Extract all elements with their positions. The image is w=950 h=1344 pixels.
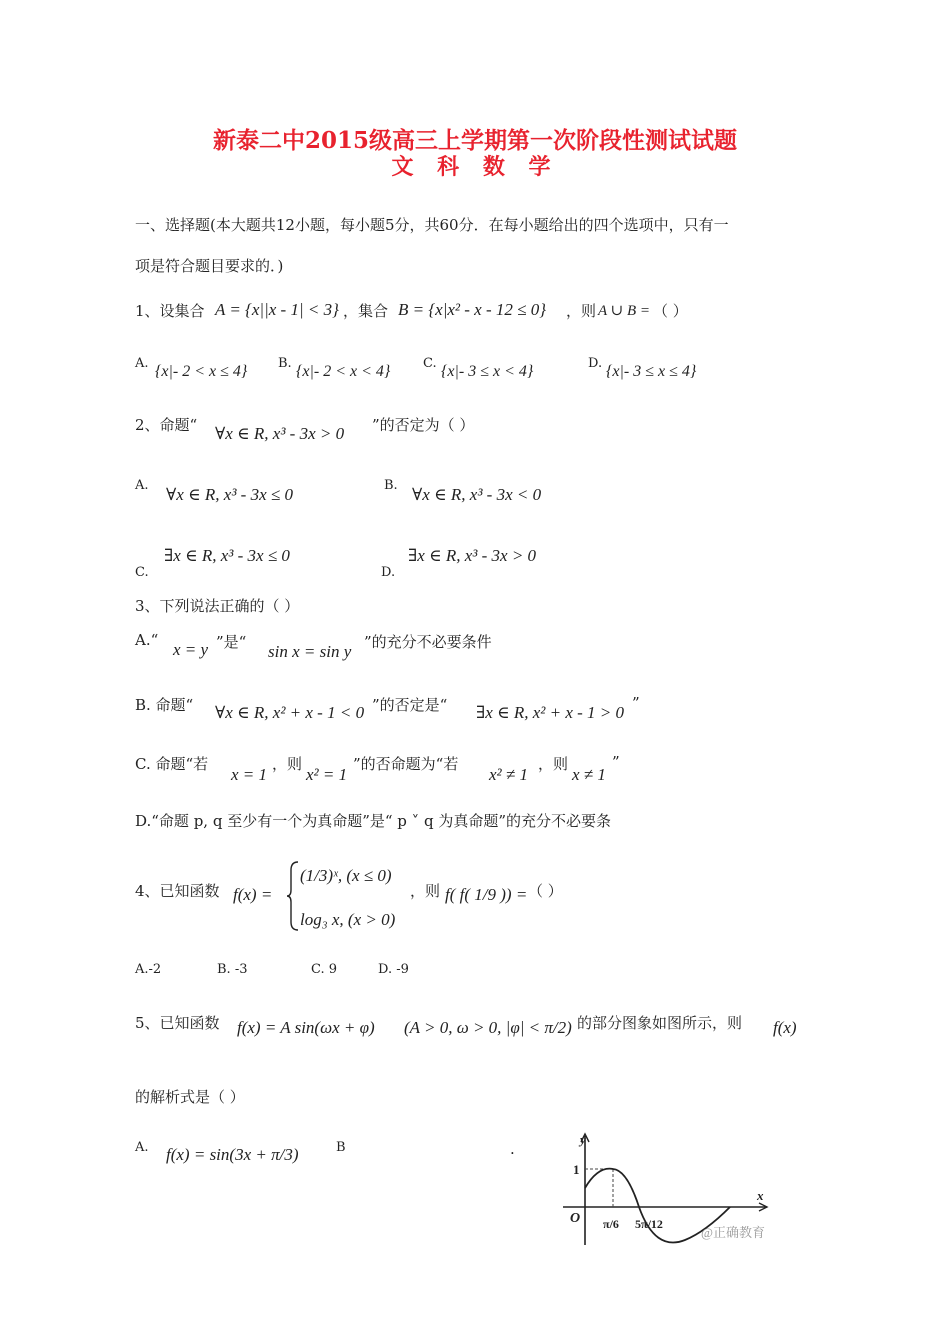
q3-c-expr3: x² ≠ 1 bbox=[489, 765, 528, 784]
graph-one-label: 1 bbox=[573, 1162, 580, 1177]
q2-expr: ∀x ∈ R, x³ - 3x > 0 bbox=[215, 424, 345, 443]
q3-option-d: D.“命题 p, q 至少有一个为真命题”是“ p ˅ q 为真命题”的充分不必要条 bbox=[135, 812, 611, 830]
q1-option-d: {x|- 3 ≤ x ≤ 4} bbox=[606, 363, 697, 380]
q3-a-expr1: x = y bbox=[173, 640, 209, 659]
section-intro-line2: 项是符合题目要求的．) bbox=[135, 257, 284, 275]
q3-b-expr2: ∃x ∈ R, x² + x - 1 > 0 bbox=[476, 703, 625, 722]
q4-case1: (1/3)ˣ, (x ≤ 0) bbox=[300, 866, 392, 885]
q3-a-tail: ”的充分不必要条件 bbox=[364, 633, 492, 651]
graph-origin-label: O bbox=[570, 1211, 581, 1226]
q5-prefix: 5、已知函数 bbox=[135, 1014, 220, 1032]
section-intro-line1: 一、选择题(本大题共12小题，每小题5分，共60分．在每小题给出的四个选项中，只有一 bbox=[135, 216, 729, 234]
q2-prefix: 2、命题“ bbox=[135, 416, 198, 434]
q1-union: A ∪ B = bbox=[598, 303, 650, 319]
q3-a-prefix: A.“ bbox=[135, 631, 159, 649]
graph-tick-pi6: π/6 bbox=[603, 1217, 619, 1231]
graph-y-label: y bbox=[580, 1132, 586, 1147]
q3-b-mid: ”的否定是“ bbox=[372, 696, 448, 714]
q3-stem: 3、下列说法正确的（ ） bbox=[135, 597, 300, 615]
q4-case2: log₃ x, (x > 0) bbox=[300, 910, 396, 929]
q2-option-c-label: C. bbox=[135, 565, 149, 580]
q3-a-expr2: sin x = sin y bbox=[268, 642, 352, 661]
q3-c-mid1: ，则 bbox=[272, 755, 303, 773]
q5-option-a: f(x) = sin(3x + π/3) bbox=[166, 1145, 299, 1164]
q1-option-b-label: B. bbox=[278, 356, 292, 371]
q1-mid: ，集合 bbox=[343, 302, 389, 320]
q2-option-a: ∀x ∈ R, x³ - 3x ≤ 0 bbox=[166, 485, 293, 504]
q4-paren: （ ） bbox=[528, 882, 563, 900]
graph-tick-5pi12: 5π/12 bbox=[635, 1217, 663, 1231]
q3-c-mid2: ”的否命题为“若 bbox=[353, 755, 459, 773]
q2-option-d: ∃x ∈ R, x³ - 3x > 0 bbox=[408, 546, 537, 565]
q4-brace bbox=[286, 860, 300, 932]
q4-option-a: A.-2 bbox=[135, 962, 162, 977]
q3-c-prefix: C. 命题“若 bbox=[135, 755, 209, 773]
q3-c-tail: ” bbox=[612, 753, 620, 771]
q1-set-a: A = {x||x - 1| < 3} bbox=[215, 300, 339, 319]
q2-option-d-label: D. bbox=[381, 565, 396, 580]
q1-tail: ，则 bbox=[566, 302, 597, 320]
q5-sine-graph bbox=[555, 1130, 785, 1250]
q1-set-b: B = {x|x² - x - 12 ≤ 0} bbox=[398, 300, 547, 319]
q5-line2: 的解析式是（ ） bbox=[135, 1088, 245, 1106]
q3-c-expr2: x² = 1 bbox=[306, 765, 348, 784]
q4-tail: ，则 bbox=[410, 882, 441, 900]
q3-b-expr1: ∀x ∈ R, x² + x - 1 < 0 bbox=[215, 703, 365, 722]
q2-option-a-label: A. bbox=[135, 478, 149, 493]
q5-tail: 的部分图象如图所示，则 bbox=[577, 1014, 743, 1032]
q4-prefix: 4、已知函数 bbox=[135, 882, 220, 900]
q1-option-a: {x|- 2 < x ≤ 4} bbox=[155, 363, 248, 380]
q5-option-b-label: B bbox=[336, 1140, 346, 1155]
q1-prefix: 1、设集合 bbox=[135, 302, 205, 320]
q1-option-c-label: C. bbox=[423, 356, 437, 371]
q3-c-expr1: x = 1 bbox=[231, 765, 268, 784]
q1-option-a-label: A. bbox=[135, 356, 149, 371]
page-subtitle: 文 科 数 学 bbox=[391, 154, 559, 180]
page-title: 新泰二中2015级高三上学期第一次阶段性测试试题 bbox=[212, 127, 737, 154]
q5-dot: . bbox=[510, 1140, 515, 1158]
q5-condition: (A > 0, ω > 0, |φ| < π/2) bbox=[404, 1018, 572, 1037]
q1-option-d-label: D. bbox=[588, 356, 603, 371]
q2-tail: ”的否定为（ ） bbox=[372, 416, 475, 434]
q2-option-c: ∃x ∈ R, x³ - 3x ≤ 0 bbox=[164, 546, 290, 565]
q1-option-b: {x|- 2 < x < 4} bbox=[296, 363, 391, 380]
q4-fx: f(x) = bbox=[233, 885, 273, 904]
q5-option-a-label: A. bbox=[135, 1140, 149, 1155]
q4-option-c: C. 9 bbox=[311, 962, 338, 977]
q5-fx: f(x) bbox=[773, 1018, 797, 1037]
q3-b-prefix: B. 命题“ bbox=[135, 696, 194, 714]
q5-expr: f(x) = A sin(ωx + φ) bbox=[237, 1018, 375, 1037]
q4-option-b: B. -3 bbox=[217, 962, 248, 977]
q4-ask: f( f( 1/9 )) = bbox=[445, 885, 528, 904]
graph-x-label: x bbox=[757, 1188, 764, 1203]
q3-c-mid3: ，则 bbox=[538, 755, 569, 773]
q3-c-expr4: x ≠ 1 bbox=[572, 765, 606, 784]
q1-paren: （ ） bbox=[653, 302, 688, 320]
q1-option-c: {x|- 3 ≤ x < 4} bbox=[441, 363, 534, 380]
q2-option-b-label: B. bbox=[384, 478, 398, 493]
q3-b-tail: ” bbox=[632, 694, 640, 712]
q2-option-b: ∀x ∈ R, x³ - 3x < 0 bbox=[412, 485, 542, 504]
q4-option-d: D. -9 bbox=[378, 962, 409, 977]
q3-a-mid: ”是“ bbox=[216, 633, 247, 651]
graph-watermark: @正确教育 bbox=[701, 1225, 765, 1240]
